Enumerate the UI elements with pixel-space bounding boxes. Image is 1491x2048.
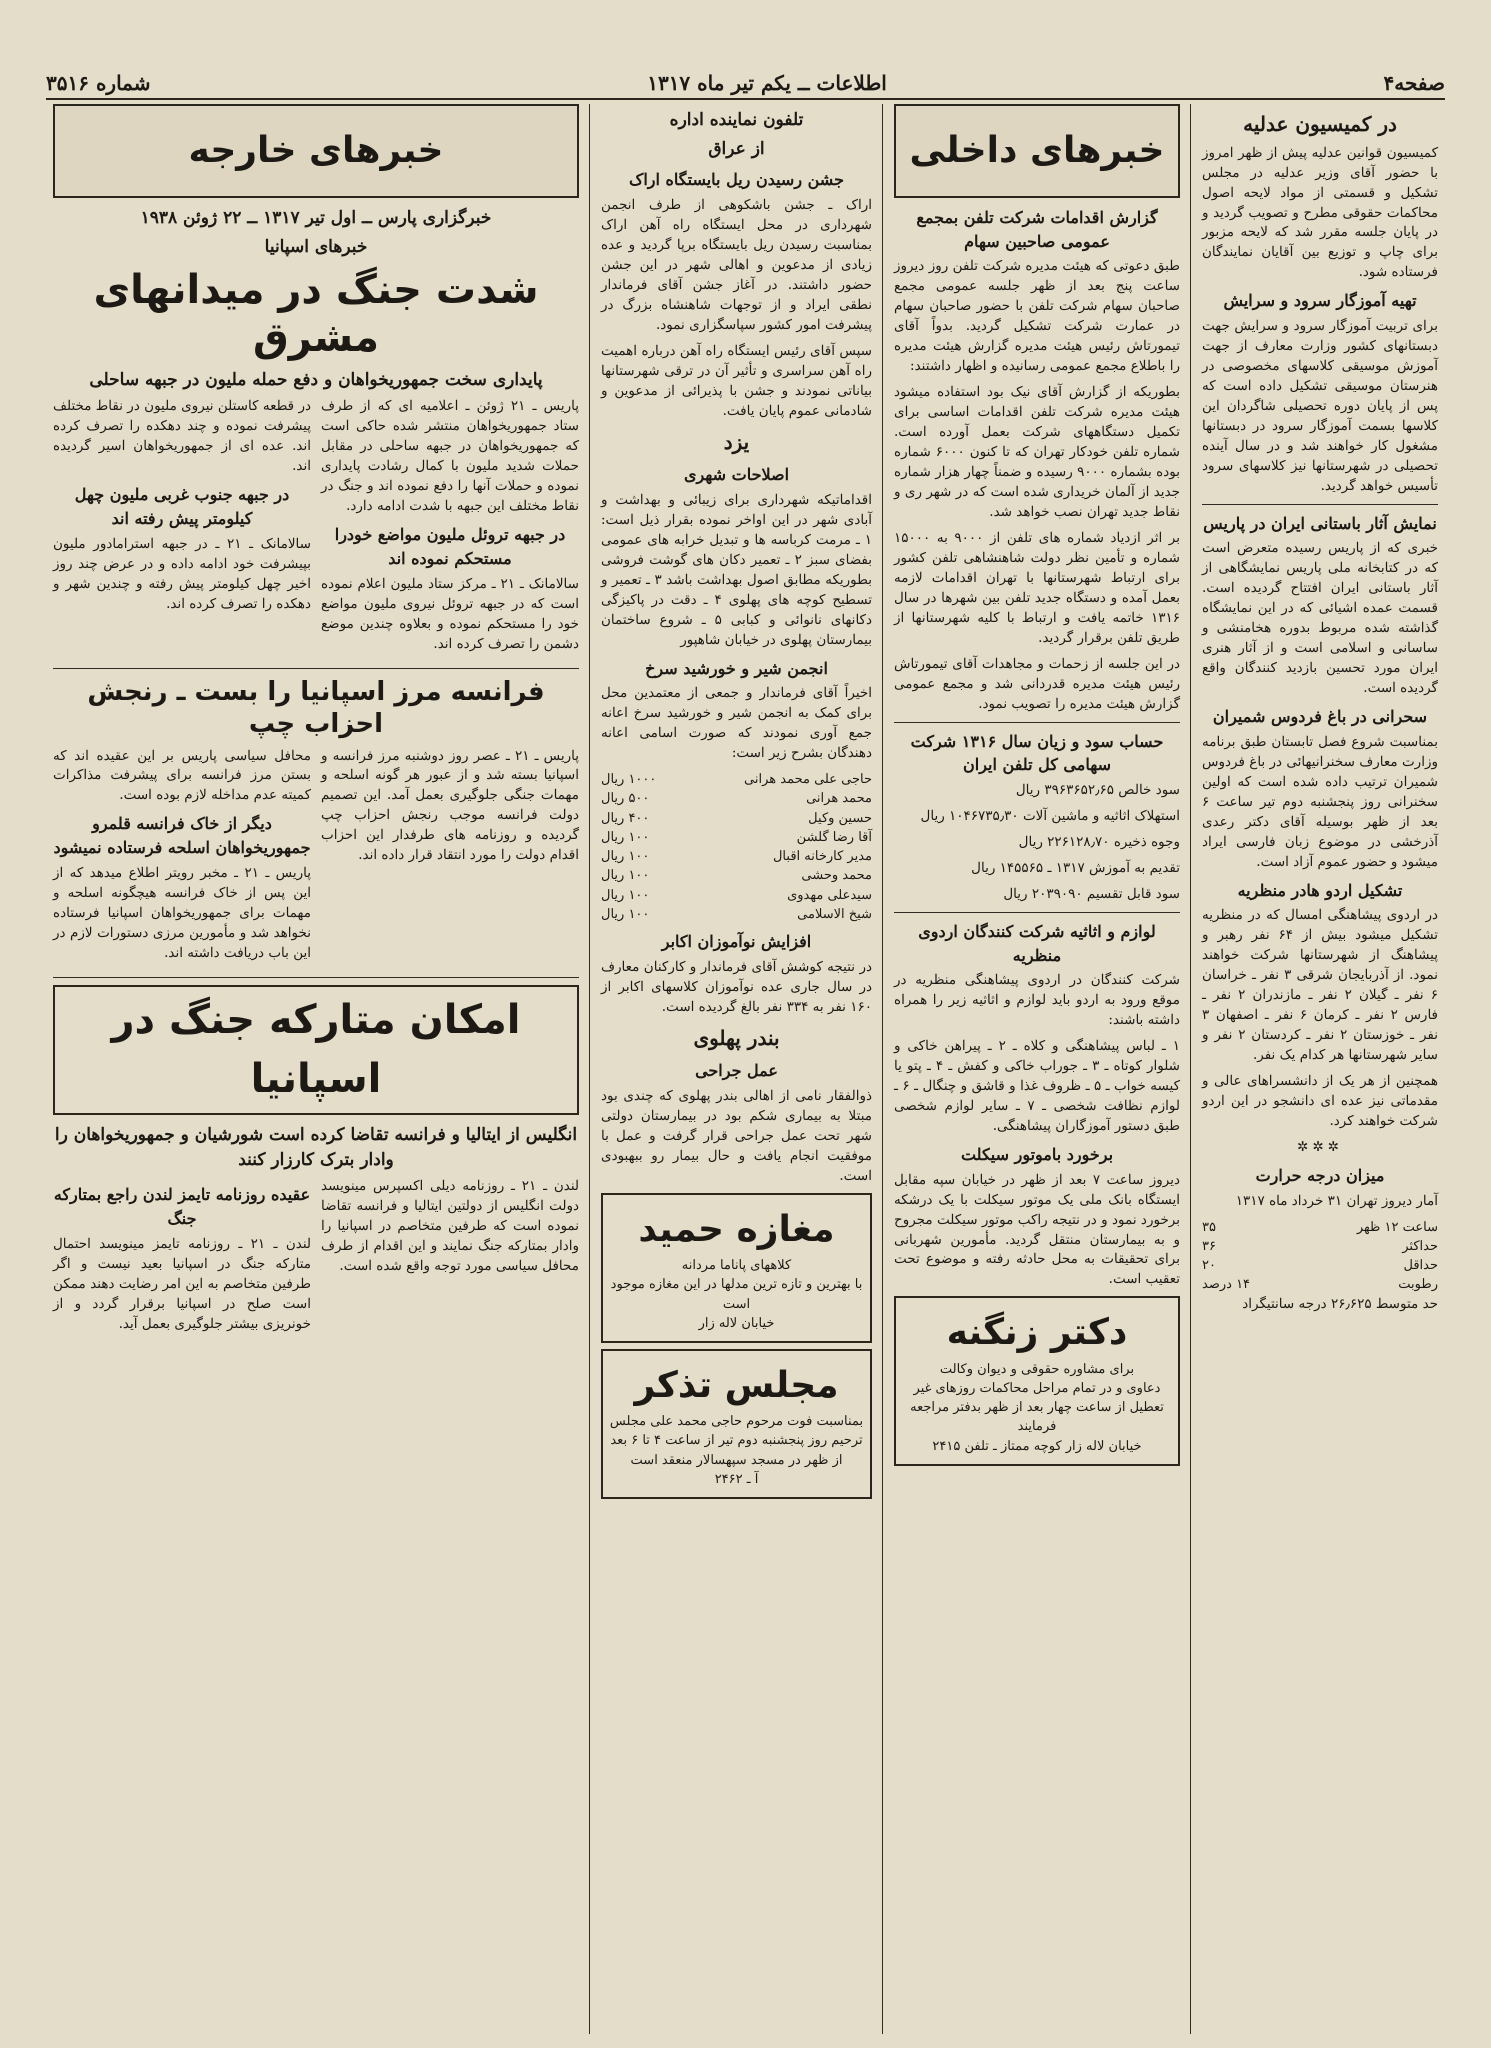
exhibit-text: خبری که از پاریس رسیده متعرض است که در کتابخانه ملی پاریس نمایشگاهی از آثار باستانی ایران افتتاح گردیده است. قسمت عمده اشیائی که در این نمایشگاه گذاشته شده مربوط بدوره هخامنشی و ساسانی و اسلامی است و از آثار هنری ایران مورد تحسین بازدید کنندگان واقع گردیده است. <box>1202 540 1438 697</box>
temperature-row: حداکثر ۳۶ <box>1202 1238 1438 1254</box>
shemiran-text: بمناسبت شروع فصل تابستان طبق برنامه وزارت معارف سخنرانیهائی در باغ فردوس شمیران ترتیب داده شده است که اولین سخنرانی روز پنجشنبه دوم تیر ساعت ۶ بعد از ظهر بوسیله آقای دکتر رعدی آذرخشی در موضوع زبان فارسی ایراد میشود و حضور عموم آزاد است. <box>1202 733 1438 870</box>
scout-gear-list: ۱ ـ لباس پیشاهنگی و کلاه ـ ۲ ـ پیراهن خاکی و شلوار کوتاه ـ ۳ ـ جوراب خاکی و کفش ـ ۴ ـ پتو یا کیسه خواب ـ ۵ ـ ظروف غذا و قاشق و چنگال ـ ۶ ـ لوازم نظافت شخصی ـ ۷ ـ سایر لوازم شخصی طبق دستور آموزگاران پیشاهنگی. <box>894 1038 1181 1134</box>
main-headline: شدت جنگ در میدانهای مشرق <box>93 267 539 362</box>
temperature-row: رطوبت ۱۴ درصد <box>1202 1277 1438 1293</box>
border-headline: فرانسه مرز اسپانیا را بست ـ رنجش احزاب چپ <box>87 676 545 739</box>
foreign-news-title: خبرهای خارجه <box>188 130 444 172</box>
ad-line: با بهترین و تازه ترین مدلها در این مغازه موجود است <box>610 1277 863 1312</box>
balance-row: سود قابل تقسیم ۲۰۳۹۰۹۰ ریال <box>1003 885 1180 902</box>
shemiran-headline: سحرانی در باغ فردوس شمیران <box>1212 707 1428 727</box>
temperature-headline: میزان درجه حرارت <box>1255 1165 1385 1185</box>
domestic-news-banner <box>894 104 1180 198</box>
two-column-block <box>53 1177 579 1340</box>
collision-text: دیروز ساعت ۷ بعد از ظهر در خیابان سپه مقابل ایستگاه بانک ملی یک موتور سیکلت با یک درشکه برخورد نمود و در نتیجه راکب موتور سیکلت مجروح و به بیمارستان منتقل گردید. مأمورین شهربانی برای تحقیقات به محل حادثه رفته و موضوع تحت تعقیب است. <box>894 1171 1180 1288</box>
sub-column <box>321 747 579 970</box>
ad-line: دعاوی و در تمام مراحل محاکمات روزهای غیر تعطیل از ساعت چهار بعد از ظهر بدفتر مراجعه فرمایند <box>910 1380 1164 1435</box>
collision-headline: برخورد باموتور سیکلت <box>960 1144 1114 1164</box>
divider <box>894 722 1180 723</box>
article-text: سالامانک ـ ۲۱ ـ در جبهه استرامادور ملیون بپیشرفت خود ادامه داده و در عرض چند روز اخیر چهل کیلومتر پیش رفته و چندین شهر و دهکده را تصرف کرده اند. <box>53 535 311 612</box>
domestic-news-title: خبرهای داخلی <box>909 130 1165 172</box>
arak-text-2: سپس آقای رئیس ایستگاه راه آهن درباره اهمیت راه آهن سراسری و تأثیر آن در ترقی شهرستانها بیاناتی نمودند و جشن با پذیرائی از مدعوین و شادمانی عموم پایان یافت. <box>601 342 872 419</box>
memorial-advertisement <box>601 1349 872 1499</box>
reforms-text: اقداماتیکه شهرداری برای زیبائی و بهداشت و آبادی شهر در این اواخر نموده بقرار ذیل است: ۱ ـ مرمت کرباسه ها و تبدیل خرابه های عمومی بفضای سبز ۲ ـ تعمیر دکان های گوشت فروشی بطوریکه مطابق اصول بهداشت باشد ۳ ـ تعمیر و تسطیح کوچه های پهلوی ۴ ـ دقت در پاکیزگی دکانهای نانوائی و کبابی ۵ ـ شروع ساختمان بیمارستان پهلوی در خیابان شاهپور <box>601 491 872 648</box>
ad-line: برای مشاوره حقوقی و دیوان وکالت <box>939 1361 1135 1377</box>
scout-gear-text: شرکت کنندگان در اردوی پیشاهنگی منظریه در موقع ورود به اردو باید لوازم و اثاثیه زیر را همراه داشته باشند: <box>894 972 1180 1029</box>
temperature-intro: آمار دیروز تهران ۳۱ خرداد ماه ۱۳۱۷ <box>1235 1192 1438 1209</box>
scouts-headline: تشکیل اردو هادر منظریه <box>1237 880 1403 900</box>
column-rule <box>589 104 590 2034</box>
donor-row: سیدعلی مهدوی ۱۰۰ ریال <box>601 887 872 903</box>
balance-row: تقدیم به آموزش ۱۳۱۷ ـ ۱۴۵۵۶۵ ریال <box>971 859 1180 876</box>
column-2 <box>887 104 1187 2034</box>
donor-row: شیخ الاسلامی ۱۰۰ ریال <box>601 906 872 922</box>
article-text: پاریس ـ ۲۱ ـ عصر روز دوشنبه مرز فرانسه و اسپانیا بسته شد و از عبور هر گونه اسلحه و مهمات جنگی جلوگیری بعمل آمد. این تصمیم دولت فرانسه موجب رنجش احزاب چپ گردیده و روزنامه های طرفدار این احزاب اقدام دولت را مورد انتقاد قرار داده اند. <box>321 747 579 864</box>
temperature-row: حداقل ۲۰ <box>1202 1258 1438 1274</box>
adult-class-text: در نتیجه کوشش آقای فرماندار و کارکنان معارف در سال جاری عده نوآموزان کلاسهای اکابر از ۱۶۰ نفر به ۳۳۴ نفر بالغ گردیده است. <box>601 958 872 1015</box>
telephone-text-1: طبق دعوتی که هیئت مدیره شرکت تلفن روز دیروز ساعت پنج بعد از ظهر جلسه عمومی مجمع صاحبان سهام شرکت تلفن با حضور صاحبان سهام در عمارت شرکت تشکیل گردید. بدواً آقای تیمورتاش رئیس هیئت مدیره گزارش هیئت مدیره را باطلاع مجمع عمومی رسانیده و اظهار داشتند: <box>894 258 1180 375</box>
column-1 <box>1195 104 1445 2034</box>
balance-row: وجوه ذخیره ۲۲۶۱۲۸٫۷۰ ریال <box>1018 833 1180 850</box>
temperature-row: ساعت ۱۲ ظهر ۳۵ <box>1202 1219 1438 1235</box>
article-text: لندن ـ ۲۱ ـ روزنامه تایمز مینویسد احتمال متارکه جنگ در اسپانیا بعید نیست و اگر طرفین متخاصم به این امر رضایت دهند ممکن است صلح در اسپانیا برقرار گردد و از خونریزی بیشتر جلوگیری بعمل آید. <box>53 1235 312 1332</box>
shop-advertisement <box>601 1193 872 1343</box>
donor-row: آقا رضا گلشن ۱۰۰ ریال <box>601 829 872 845</box>
justice-text: کمیسیون قوانین عدلیه پیش از ظهر امروز با حضور آقای وزیر عدلیه در مجلس تشکیل و قسمتی از مواد لایحه اصول محاکمات حقوقی مطرح و تصویب گردید و در پایان جلسه مقرر شد که لایحه مزبور برای چاپ و توزیع بین آقایان نمایندگان فرستاده شود. <box>1202 144 1438 281</box>
lawyer-name: دکتر زنگنه <box>946 1312 1128 1354</box>
phone-label: تلفون نماینده اداره <box>669 110 804 130</box>
music-headline: تهیه آموزگار سرود و سرایش <box>1223 291 1417 311</box>
arak-text-1: اراک ـ جشن باشکوهی از طرف انجمن شهرداری در محل ایستگاه راه آهن اراک بمناسبت رسیدن ریل بایستگاه برپا گردید و عده زیادی از مدعوین و اهالی شهر در این جشن حضور داشتند. در آغاز جشن آقای فرماندار نطقی ایراد و از توجهات شاهنشاه بزرگ در پیشرفت امور کشور سپاسگزاری نمود. <box>601 196 872 333</box>
lawyer-advertisement <box>894 1296 1180 1465</box>
ad-line: بمناسبت فوت مرحوم حاجی محمد علی مجلس ترحیم روز پنجشنبه دوم تیر از ساعت ۴ تا ۶ بعد از ظهر در مسجد سپهسالار منعقد است <box>609 1414 864 1468</box>
divider <box>1202 504 1438 505</box>
sub-column <box>321 397 579 660</box>
balance-headline: حساب سود و زیان سال ۱۳۱۶ شرکت سهامی کل تلفن ایران <box>910 731 1164 775</box>
spain-label: خبرهای اسپانیا <box>264 237 368 258</box>
donor-row: حسین وکیل ۴۰۰ ریال <box>601 810 872 826</box>
music-text: برای تربیت آموزگار سرود و سرایش جهت دبستانهای کشور وزارت معارف از جهت آموزش موسیقی کلاسهای مخصوصی در هنرستان موسیقی تشکیل داده است که پس از پایان دوره تحصیلی شاگردان این کلاسها بسمت آموزگار سرود در دبستانها مشغول کار خواهند شد و در سال آینده تحصیلی در شهرستانها نیز کلاسهای سرود تأسیس خواهد گردید. <box>1202 318 1438 494</box>
city-label: یزد <box>723 429 750 454</box>
article-text: لندن ـ ۲۱ ـ روزنامه دیلی اکسپرس مینویسد دولت انگلیس از دولتین ایتالیا و فرانسه تقاضا نموده است که طرفین متخاصم در اسپانیا را وادار بمتارکه جنگ نمایند و این اقدام از طرف محافل سیاسی مورد توجه واقع شده است. <box>321 1178 580 1275</box>
donor-row: حاجی علی محمد هرانی ۱۰۰۰ ریال <box>601 772 872 788</box>
memorial-title: مجلس تذکر <box>634 1364 839 1406</box>
divider <box>53 977 579 978</box>
ad-line: کلاههای پاناما مردانه <box>681 1258 792 1274</box>
surgery-text: ذوالفقار نامی از اهالی بندر پهلوی که چندی بود مبتلا به بیماری شکم بود در بیمارستان دولتی شهر تحت عمل جراحی قرار گرفت و عمل با موفقیت انجام یافت و حال بیمار رو ببهبودی است. <box>601 1087 872 1184</box>
telephone-headline: گزارش اقدامات شرکت تلفن بمجمع عمومی صاحبین سهام <box>916 208 1158 251</box>
ad-line: خیابان لاله زار کوچه ممتاز ـ تلفن ۲۴۱۵ <box>932 1438 1142 1454</box>
article-text: پاریس ـ ۲۱ ژوئن ـ اعلامیه ای که از طرف ستاد جمهوریخواهان منتشر شده حاکی است که جمهوریخواهان در جبهه ساحلی در مقابل حملات شدید ملیون با کمال رشادت پایداری نموده و حملات آنها را دفع نموده اند و جنگ در نقاط مختلف این جبهه با شدت ادامه دارد. <box>321 398 579 515</box>
page-label: صفحه۴ <box>1383 71 1445 95</box>
foreign-news-column <box>46 104 586 2034</box>
masthead <box>46 68 1445 100</box>
article-text: سالامانک ـ ۲۱ ـ مرکز ستاد ملیون اعلام نموده است که در جبهه تروئل نیروی ملیون مواضع خود را مستحکم نموده و بعلاوه چندین موضع دشمن را تصرف کرده اند. <box>321 575 579 652</box>
red-lion-headline: انجمن شیر و خورشید سرخ <box>645 658 828 678</box>
telephone-text-2: بطوریکه از گزارش آقای نیک بود استفاده میشود هیئت مدیره شرکت تلفن اقدامات اساسی برای تکمیل دستگاههای شرکت بعمل آورده است. شماره تلفن خودکار تهران که تا کنون ۶۰۰۰ شماره بوده بشماره ۹۰۰۰ رسیده و ضمناً چهار هزار شماره جدید از آلمان خریداری شده است که در شهر ری و نقاط جدید تهران نصب خواهد شد. <box>894 384 1180 520</box>
two-column-block <box>53 397 579 660</box>
sub-column <box>321 1177 579 1340</box>
sub-column <box>53 747 311 970</box>
arak-headline: جشن رسیدن ریل بایستگاه اراک <box>629 170 844 190</box>
donor-row: محمد وحشی ۱۰۰ ریال <box>601 868 872 884</box>
times-headline: عقیده روزنامه تایمز لندن راجع بمتارکه جنگ <box>53 1185 311 1228</box>
from-label: از عراق <box>708 139 765 160</box>
sub-column <box>53 1177 311 1340</box>
adult-class-headline: افزایش نوآموزان اکابر <box>661 932 812 952</box>
article-text: محافل سیاسی پاریس بر این عقیده اند که بستن مرز فرانسه برای پیشرفت مذاکرات کمیته عدم مداخله لازم بوده است. <box>53 747 311 804</box>
donor-row: مدیر کارخانه اقبال ۱۰۰ ریال <box>601 849 872 865</box>
surgery-headline: عمل جراحی <box>695 1061 778 1081</box>
dateline: خبرگزاری پارس ــ اول تیر ۱۳۱۷ ــ ۲۲ ژوئن ۱۹۳۸ <box>140 208 492 228</box>
telephone-text-3: بر اثر ازدیاد شماره های تلفن از ۹۰۰۰ به ۱۵۰۰۰ شماره و تأمین نظر دولت شاهنشاهی تلفن کشور برای ارتباط شهرستانها با تهران اقدامات لازمه بعمل آمده و دستگاه جدید تلفن بین شهرها در سال ۱۳۱۶ خاتمه یافت و ارتباط با کلیه شهرستانها از طریق تلفن برقرار گردید. <box>894 529 1181 646</box>
scouts-text-2: همچنین از هر یک از دانشسراهای عالی و مقدماتی نیز عده ای دانشجو در این اردو شرکت خواهند کرد. <box>1202 1073 1438 1129</box>
column-3 <box>594 104 879 2034</box>
justice-headline: در کمیسیون عدلیه <box>1243 112 1397 136</box>
divider <box>53 668 579 669</box>
two-column-block <box>53 747 579 970</box>
armistice-subheadline: انگلیس از ایتالیا و فرانسه تقاضا کرده است شورشیان و جمهوریخواهان را وادار بترک کارزار کنند <box>54 1124 578 1171</box>
donor-list <box>601 770 872 924</box>
arms-headline: دیگر از خاک فرانسه قلمرو جمهوریخواهان اسلحه فرستاده نمیشود <box>53 814 311 858</box>
balance-row: سود خالص ۳۹۶۳۶۵۲٫۶۵ ریال <box>1015 782 1180 798</box>
issue-number: شماره ۳۵۱۶ <box>46 71 151 95</box>
scout-gear-headline: لوازم و اثاثیه شرکت کنندگان اردوی منظریه <box>918 921 1156 965</box>
newspaper-title: اطلاعات ــ یکم تیر ماه ۱۳۱۷ <box>647 71 887 95</box>
donor-row: محمد هرانی ۵۰۰ ریال <box>601 791 872 807</box>
sub-column <box>53 397 311 660</box>
temperature-table <box>1202 1218 1438 1295</box>
column-rule <box>1190 104 1191 2034</box>
stars-ornament: ✲✲✲ <box>1297 1138 1343 1155</box>
scouts-text-1: در اردوی پیشاهنگی امسال که در منظریه تشکیل میشود بیش از ۶۴ نفر رهبر و پیشاهنگ از شهرستانها شرکت خواهند نمود. از آذربایجان شرقی ۳ نفر ـ خراسان ۶ نفر ـ گیلان ۲ نفر ـ مازندران ۲ نفر ـ فارس ۲ نفر ـ کرمان ۶ نفر ـ اصفهان ۳ نفر ـ خوزستان ۲ نفر ـ کردستان ۲ نفر و سایر شهرستانها هر کدام یک نفر. <box>1202 907 1439 1064</box>
city-label: بندر پهلوی <box>693 1025 780 1050</box>
reforms-headline: اصلاحات شهری <box>683 465 790 485</box>
armistice-headline: امکان متارکه جنگ در اسپانیا <box>53 985 579 1115</box>
teruel-headline: در جبهه تروئل ملیون مواضع خودرا مستحکم نموده اند <box>334 525 566 568</box>
red-lion-text: اخیراً آقای فرماندار و جمعی از معتمدین محل برای کمک به انجمن شیر و خورشید سرخ اعانه جمع آوری نمودند که صورت اسامی اعانه دهندگان بشرح زیر است: <box>601 685 872 762</box>
ad-line: خیابان لاله زار <box>698 1315 775 1331</box>
southwest-headline: در جبهه جنوب غربی ملیون چهل کیلومتر پیش رفته اند <box>74 485 290 529</box>
article-text: پاریس ـ ۲۱ ـ مخبر رویتر اطلاع میدهد که از این پس از خاک فرانسه هیچگونه اسلحه و مهمات برای جمهوریخواهان اسپانیا فرستاده نخواهد شد و مأمورین مرزی دستورات لازم در این باب دریافت داشته اند. <box>53 864 311 961</box>
main-subheadline: پایداری سخت جمهوریخواهان و دفع حمله ملیون در جبهه ساحلی <box>89 370 543 391</box>
temperature-footer: حد متوسط ۲۶٫۶۲۵ درجه سانتیگراد <box>1242 1295 1438 1312</box>
column-rule <box>882 104 883 2034</box>
exhibit-headline: نمایش آثار باستانی ایران در پاریس <box>1203 513 1437 533</box>
divider <box>894 912 1180 913</box>
foreign-news-banner <box>53 104 579 198</box>
balance-row: استهلاک اثاثیه و ماشین آلات ۱۰۴۶۷۳۵٫۳۰ ریال <box>920 807 1180 824</box>
shop-name: مغازه حمید <box>638 1208 835 1250</box>
article-text: در قطعه کاستلن نیروی ملیون در نقاط مختلف پیشرفت نموده و چند دهکده را تصرف کرده اند. عده ای از جمهوریخواهان اسیر گردیده اند. <box>53 398 311 475</box>
telephone-text-4: در این جلسه از زحمات و مجاهدات آقای تیمورتاش رئیس هیئت مدیره قدردانی شد و مجمع عمومی گزارش هیئت مدیره را تصویب نمود. <box>894 655 1180 712</box>
ad-line: آ ـ ۲۴۶۲ <box>714 1471 759 1487</box>
